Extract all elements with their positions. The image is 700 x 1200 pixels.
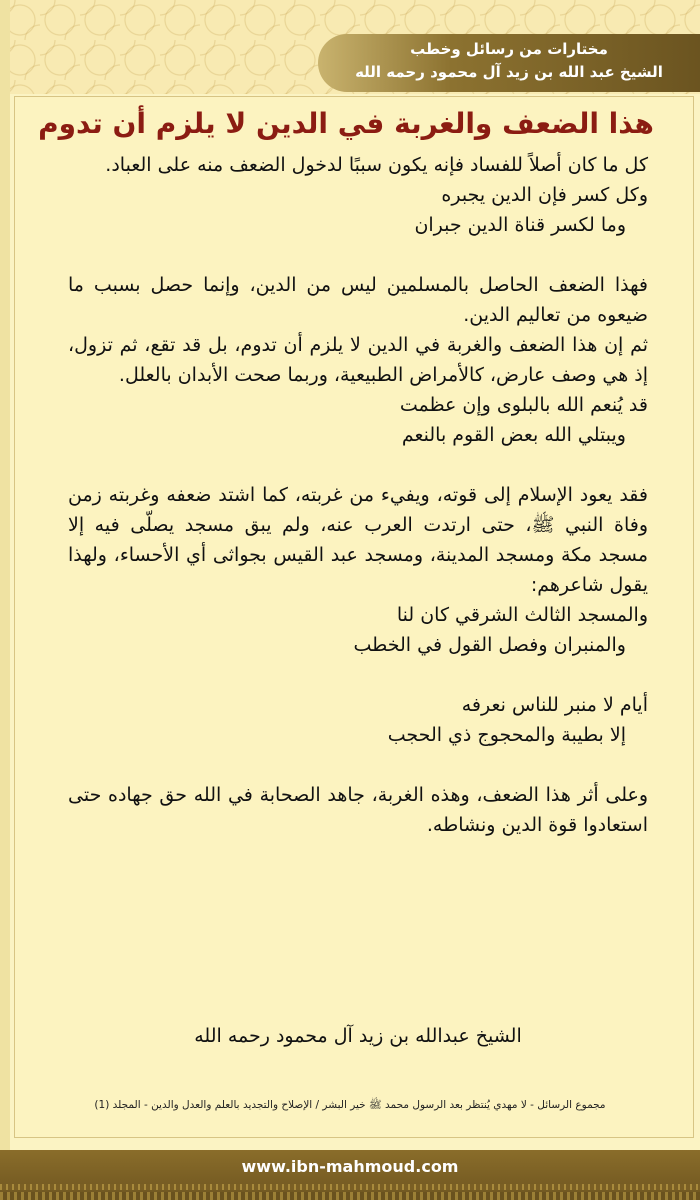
paragraph-2: فهذا الضعف الحاصل بالمسلمين ليس من الدين، وإنما حصل بسبب ما ضيعوه من تعاليم الدين. [68, 274, 648, 326]
header-subtitle: مختارات من رسائل وخطب [410, 40, 608, 58]
paragraph-1: كل ما كان أصلاً للفساد فإنه يكون سببًا لدخول الضعف منه على العباد. [105, 154, 648, 176]
left-decorative-strip [0, 0, 10, 1150]
paragraph-3: ثم إن هذا الضعف والغربة في الدين لا يلزم أن تدوم، بل قد تقع، ثم تزول، إذ هي وصف عارض، كالأمراض الطبيعية، وربما صحت الأبدان بالعلل. [68, 334, 648, 386]
page-title: هذا الضعف والغربة في الدين لا يلزم أن تدوم [38, 107, 654, 140]
spacer [68, 660, 648, 690]
footer-ornament [0, 1184, 700, 1190]
spacer [68, 750, 648, 780]
footer-ornament [0, 1192, 700, 1200]
verse-line: وما لكسر قناة الدين جبران [414, 214, 626, 236]
verse-line: إلا بطيبة والمحجوج ذي الحجب [387, 724, 626, 746]
spacer [68, 450, 648, 480]
header-band [318, 34, 700, 92]
verse-line: قد يُنعم الله بالبلوى وإن عظمت [399, 394, 648, 416]
paragraph-4: فقد يعود الإسلام إلى قوته، ويفيء من غربته، كما اشتد ضعفه وغربته زمن وفاة النبي ﷺ، حتى ارتدت العرب عنه، ولم يبق مسجد يصلّى فيه إلا مسجد مكة ومسجد المدينة، ومسجد عبد القيس بجواثى أي الأحساء، ولهذا يقول شاعرهم: [68, 484, 648, 596]
verse-line: ويبتلي الله بعض القوم بالنعم [401, 424, 626, 446]
header-author: الشيخ عبد الله بن زيد آل محمود رحمه الله [355, 63, 663, 81]
footer-bar [0, 1150, 700, 1200]
source-footnote: مجموع الرسائل - لا مهدي يُنتظر بعد الرسول محمد ﷺ خير البشر / الإصلاح والتجديد بالعلم والعدل والدين - المجلد (1) [94, 1099, 606, 1111]
paragraph-5: وعلى أثر هذا الضعف، وهذه الغربة، جاهد الصحابة في الله حق جهاده حتى استعادوا قوة الدين ونشاطه. [68, 784, 648, 836]
signature: الشيخ عبدالله بن زيد آل محمود رحمه الله [194, 1025, 522, 1047]
verse-line: أيام لا منبر للناس نعرفه [461, 694, 648, 716]
website-link[interactable]: www.ibn-mahmoud.com [241, 1157, 459, 1176]
verse-line: والمنبران وفصل القول في الخطب [353, 634, 626, 656]
article-body [68, 150, 648, 840]
verse-line: والمسجد الثالث الشرقي كان لنا [396, 604, 648, 626]
spacer [68, 240, 648, 270]
verse-line: وكل كسر فإن الدين يجبره [441, 184, 648, 206]
